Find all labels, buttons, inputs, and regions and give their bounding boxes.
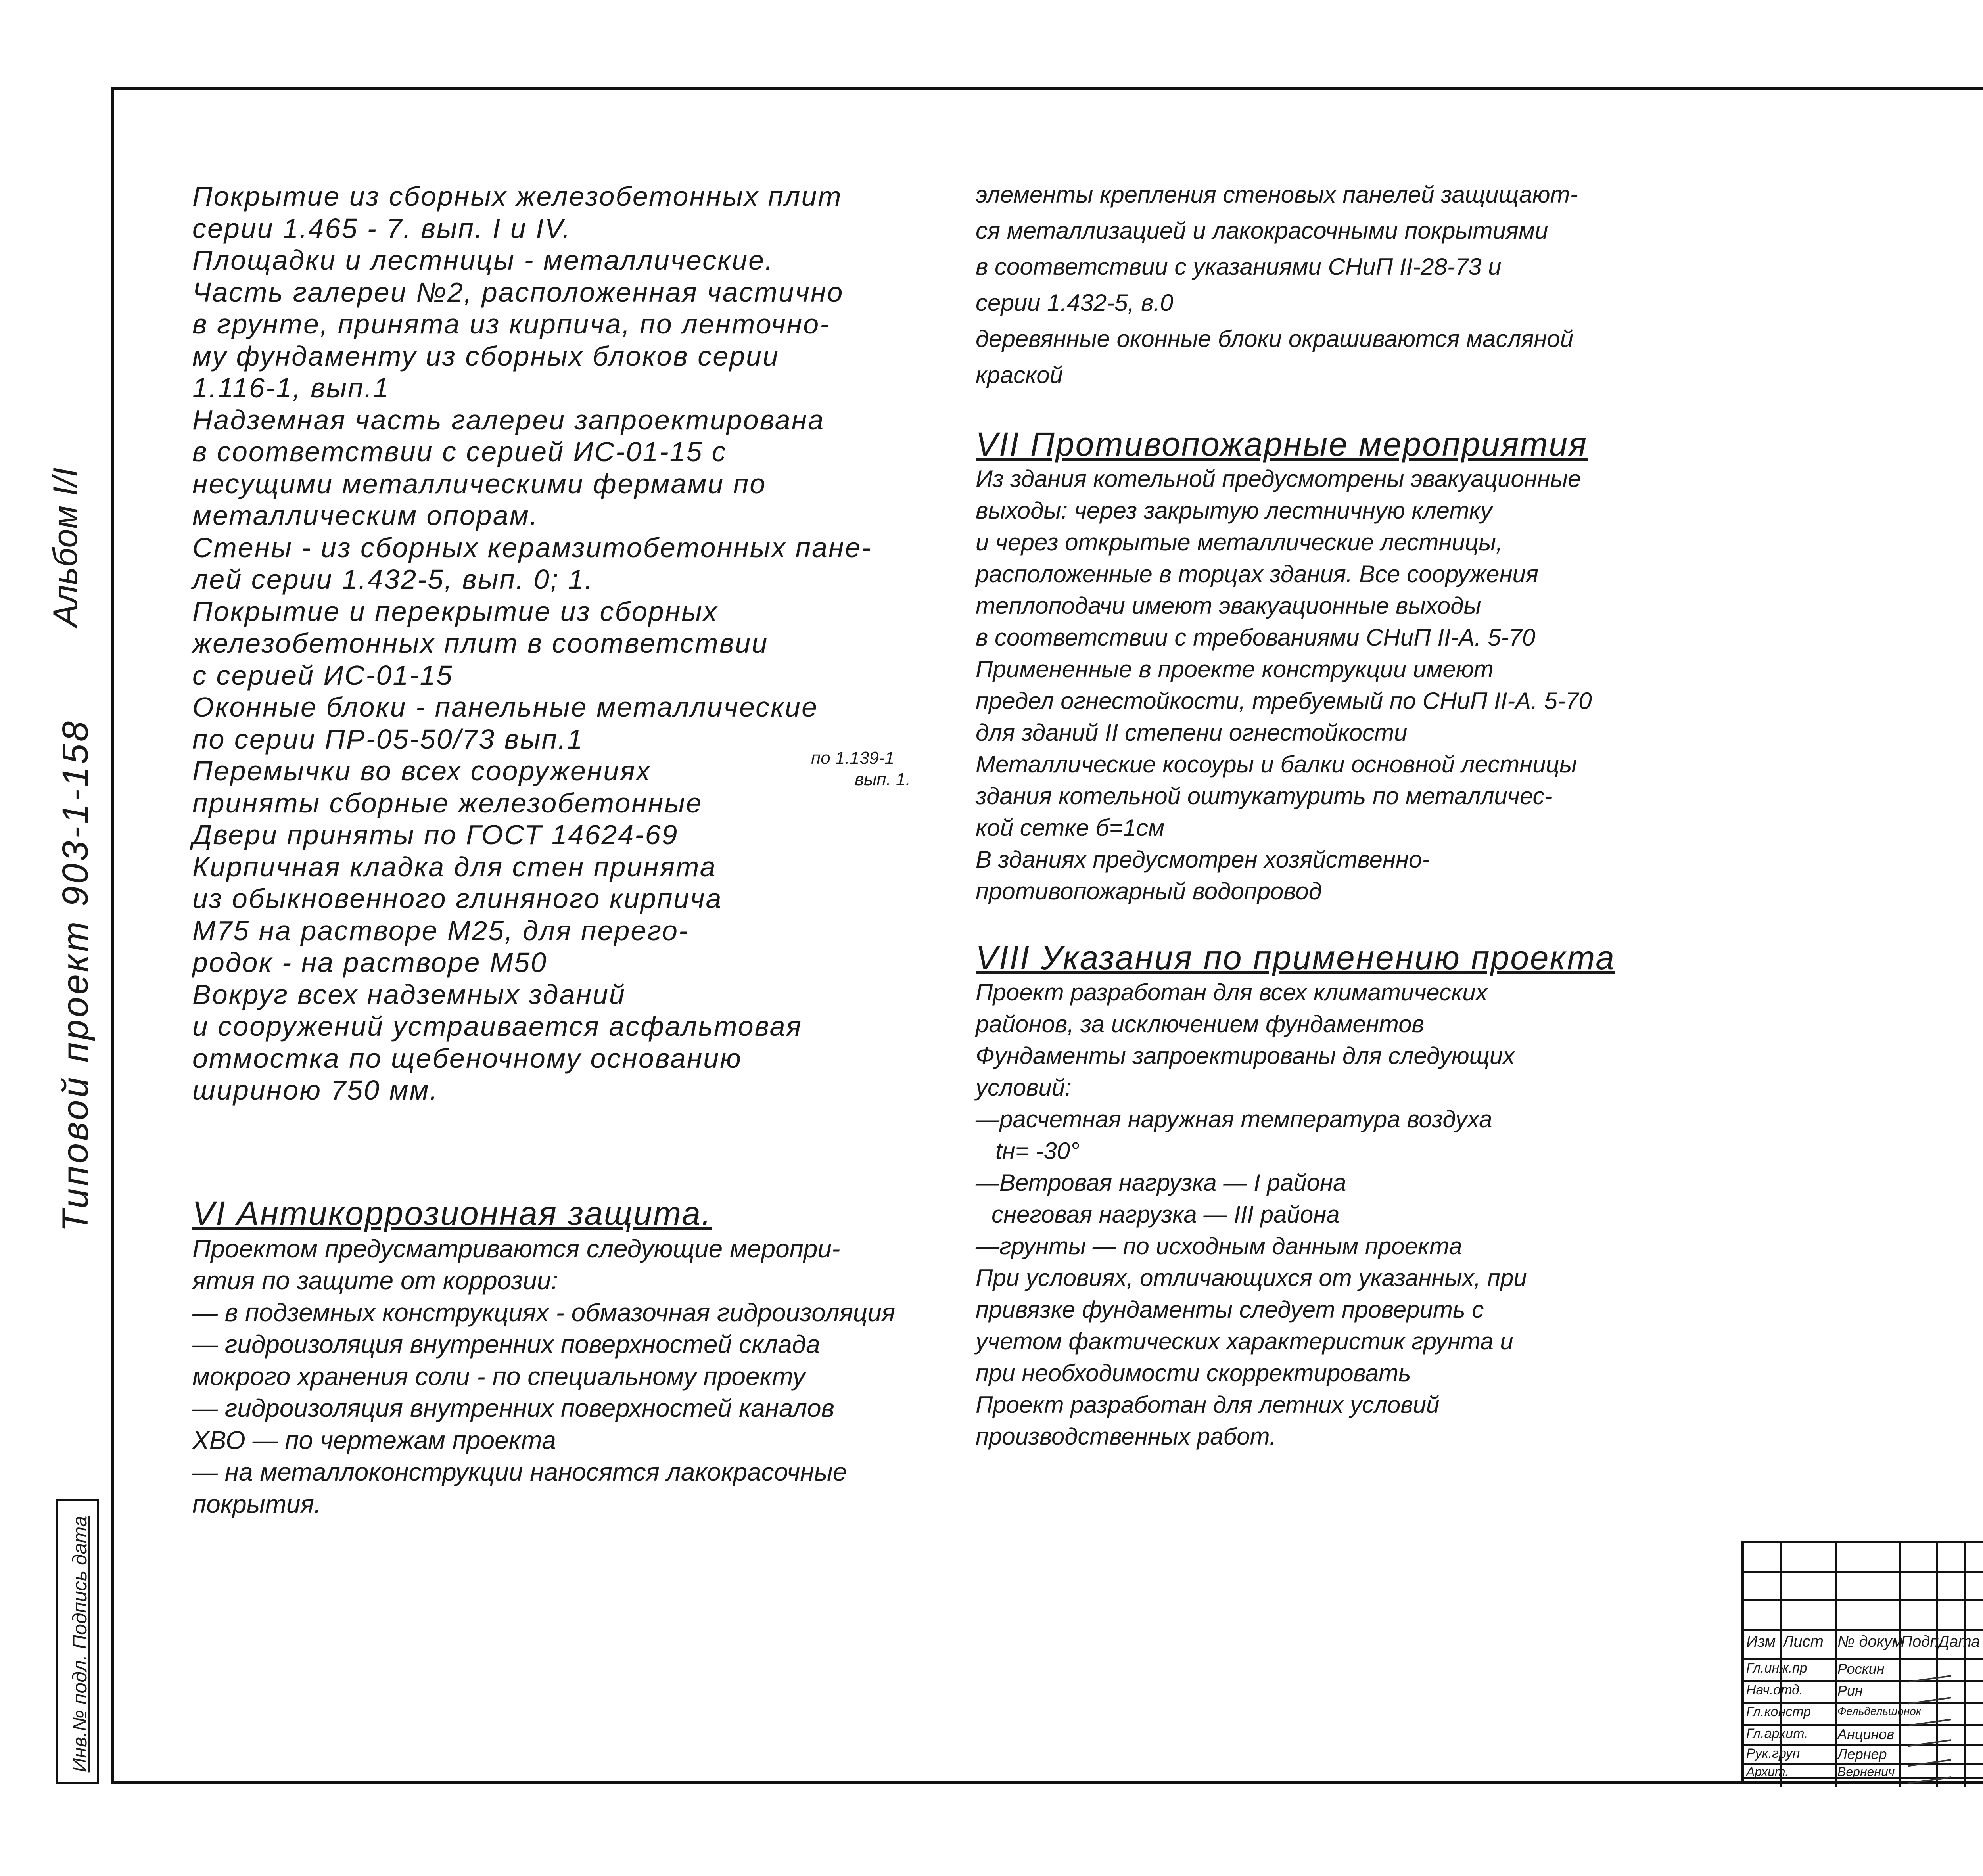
text-line: Фундаменты запроектированы для следующих bbox=[976, 1042, 1515, 1069]
section-anticorrosion bbox=[192, 1195, 896, 1520]
text-line: расположенные в торцах здания. Все сооружения bbox=[976, 561, 1539, 587]
text-line: —Ветровая нагрузка — I района bbox=[976, 1169, 1346, 1196]
role-name: Фельдельшонок bbox=[1837, 1705, 1922, 1717]
text-line: металлическим опорам. bbox=[192, 500, 539, 531]
text-line: Часть галереи №2, расположенная частично bbox=[192, 276, 844, 308]
text-line: лей серии 1.432-5, вып. 0; 1. bbox=[192, 564, 594, 595]
side-margin bbox=[0, 0, 111, 1876]
text-line: шириною 750 мм. bbox=[192, 1075, 439, 1106]
title-block bbox=[1741, 1541, 1983, 1784]
text-line: из обыкновенного глиняного кирпича bbox=[192, 883, 723, 914]
text-line: предел огнестойкости, требуемый по СНиП II-А. 5-70 bbox=[976, 688, 1592, 714]
text-line: привязке фундаменты следует проверить с bbox=[976, 1296, 1484, 1323]
role-name: Лернер bbox=[1837, 1746, 1887, 1762]
section-title: VI Антикоррозионная защита. bbox=[192, 1195, 712, 1232]
text-line: противопожарный водопровод bbox=[976, 878, 1322, 904]
text-line: Из здания котельной предусмотрены эвакуационные bbox=[976, 466, 1581, 492]
role-label: Архит. bbox=[1746, 1765, 1789, 1779]
text-line: с серией ИС-01-15 bbox=[192, 659, 453, 691]
text-line: ХВО — по чертежам проекта bbox=[192, 1426, 556, 1454]
section-title: VIII Указания по применению проекта bbox=[976, 939, 1615, 976]
section-application bbox=[976, 939, 1615, 1453]
header-doc-num: № докум bbox=[1837, 1633, 1903, 1650]
text-line: приняты сборные железобетонные bbox=[192, 787, 703, 818]
header-date: Дата bbox=[1938, 1633, 1980, 1650]
text-line: — в подземных конструкциях - обмазочная гидроизоляция bbox=[192, 1298, 896, 1327]
signature-mark bbox=[1905, 1681, 1951, 1705]
middle-top-text bbox=[976, 176, 1578, 393]
text-line: В зданиях предусмотрен хозяйственно- bbox=[976, 846, 1430, 873]
text-line: М75 на растворе М25, для перего- bbox=[192, 915, 689, 946]
album-label: Альбом I/I bbox=[46, 468, 84, 627]
text-line: при необходимости скорректировать bbox=[976, 1360, 1411, 1386]
header-izm: Изм bbox=[1746, 1633, 1776, 1650]
text-line: серии 1.465 - 7. вып. I и IV. bbox=[192, 213, 572, 244]
signature-mark bbox=[1905, 1659, 1951, 1683]
text-line: ся металлизацией и лакокрасочными покрытиями bbox=[976, 217, 1548, 244]
left-column bbox=[192, 180, 872, 1106]
text-line: Вокруг всех надземных зданий bbox=[192, 979, 626, 1010]
text-line: и сооружений устраивается асфальтовая bbox=[192, 1011, 802, 1042]
text-line: tн= -30° bbox=[995, 1138, 1080, 1164]
text-line: выходы: через закрытую лестничную клетку bbox=[976, 497, 1492, 524]
project-label: Типовой проект 903-1-158 bbox=[55, 719, 96, 1232]
text-line: Площадки и лестницы - металлические. bbox=[192, 245, 774, 276]
text-line: железобетонных плит в соответствии bbox=[192, 628, 769, 659]
role-name: Роскин bbox=[1837, 1661, 1885, 1677]
text-line: —расчетная наружная температура воздуха bbox=[976, 1106, 1492, 1132]
text-line: теплоподачи имеют эвакуационные выходы bbox=[976, 592, 1481, 619]
text-line: кой сетке б=1см bbox=[976, 814, 1165, 841]
text-line: ятия по защите от коррозии: bbox=[192, 1266, 558, 1295]
text-line: 1.116-1, вып.1 bbox=[192, 372, 390, 403]
text-line: му фундаменту из сборных блоков серии bbox=[192, 340, 779, 372]
text-line: в грунте, принята из кирпича, по ленточно- bbox=[192, 309, 830, 339]
role-label: Гл.инж.пр bbox=[1746, 1661, 1807, 1676]
text-line: Металлические косоуры и балки основной лестницы bbox=[976, 751, 1577, 778]
role-label: Гл.архит. bbox=[1746, 1726, 1808, 1741]
text-line: Проектом предусматриваются следующие меропри- bbox=[192, 1234, 840, 1263]
text-line: серии 1.432-5, в.0 bbox=[976, 289, 1174, 316]
lintel-series-note bbox=[811, 747, 911, 790]
text-line: отмостка по щебеночному основанию bbox=[192, 1042, 742, 1074]
text-line: условий: bbox=[976, 1074, 1072, 1101]
text-line: в соответствии с указаниями СНиП II-28-73 и bbox=[976, 253, 1502, 280]
text-line: несущими металлическими фермами по bbox=[192, 468, 767, 499]
section-fire-safety bbox=[976, 425, 1592, 907]
text-line: учетом фактических характеристик грунта и bbox=[976, 1328, 1513, 1355]
inventory-stamp-text: Инв.№ подл. Подпись дата bbox=[69, 1516, 91, 1773]
text-line: и через открытые металлические лестницы, bbox=[976, 529, 1503, 556]
header-signature: Подп. bbox=[1901, 1633, 1943, 1650]
text-line: здания котельной оштукатурить по металличес- bbox=[976, 783, 1553, 809]
text-line: родок - на растворе М50 bbox=[192, 947, 548, 978]
text-line: — гидроизоляция внутренних поверхностей каналов bbox=[192, 1394, 834, 1422]
role-label: Гл.констр bbox=[1746, 1704, 1811, 1719]
text-line: в соответствии с требованиями СНиП II-А. 5-70 bbox=[976, 624, 1536, 651]
header-list: Лист bbox=[1783, 1633, 1824, 1650]
text-line: в соответствии с серией ИС-01-15 с bbox=[192, 436, 727, 467]
text-line: Двери приняты по ГОСТ 14624-69 bbox=[192, 819, 679, 850]
text-line: элементы крепления стеновых панелей защищают- bbox=[976, 181, 1578, 208]
text-line: деревянные оконные блоки окрашиваются масляной bbox=[976, 326, 1574, 352]
text-line: Оконные блоки - панельные металлические bbox=[192, 692, 819, 722]
text-line: покрытия. bbox=[192, 1489, 321, 1518]
text-line: Проект разработан для летних условий bbox=[976, 1391, 1440, 1418]
text-line: Надземная часть галереи запроектирована bbox=[192, 404, 825, 435]
inventory-stamp bbox=[56, 1499, 99, 1784]
role-name: Анцинов bbox=[1837, 1726, 1895, 1742]
text-line: Примененные в проекте конструкции имеют bbox=[976, 656, 1494, 682]
role-name: Верненич bbox=[1837, 1765, 1895, 1779]
text-line: мокрого хранения соли - по специальному проекту bbox=[192, 1362, 805, 1391]
text-line: по серии ПР-05-50/73 вып.1 bbox=[192, 723, 584, 755]
text-line: производственных работ. bbox=[976, 1423, 1276, 1450]
text-line: Стены - из сборных керамзитобетонных пане- bbox=[192, 532, 872, 563]
text-line: Покрытие и перекрытие из сборных bbox=[192, 596, 718, 627]
lintel-note-line: вып. 1. bbox=[855, 770, 911, 789]
text-line: — на металлоконструкции наносятся лакокрасочные bbox=[192, 1458, 847, 1486]
text-line: Проект разработан для всех климатических bbox=[976, 979, 1488, 1006]
role-label: Нач.отд. bbox=[1746, 1682, 1803, 1698]
text-line: Перемычки во всех сооружениях bbox=[192, 755, 651, 786]
role-label: Рук.груп bbox=[1746, 1746, 1800, 1761]
text-line: Кирпичная кладка для стен принята bbox=[192, 851, 717, 882]
section-title: VII Противопожарные мероприятия bbox=[976, 425, 1588, 463]
role-name: Рин bbox=[1837, 1682, 1863, 1699]
text-line: —грунты — по исходным данным проекта bbox=[976, 1233, 1462, 1259]
lintel-note-line: по 1.139-1 bbox=[811, 748, 895, 768]
text-line: Покрытие из сборных железобетонных плит bbox=[192, 181, 842, 212]
text-line: При условиях, отличающихся от указанных, при bbox=[976, 1265, 1527, 1291]
text-line: для зданий II степени огнестойкости bbox=[976, 719, 1408, 746]
text-line: районов, за исключением фундаментов bbox=[976, 1011, 1424, 1037]
text-line: краской bbox=[976, 362, 1063, 388]
text-line: снеговая нагрузка — III района bbox=[992, 1201, 1340, 1228]
text-line: — гидроизоляция внутренних поверхностей склада bbox=[192, 1330, 820, 1359]
